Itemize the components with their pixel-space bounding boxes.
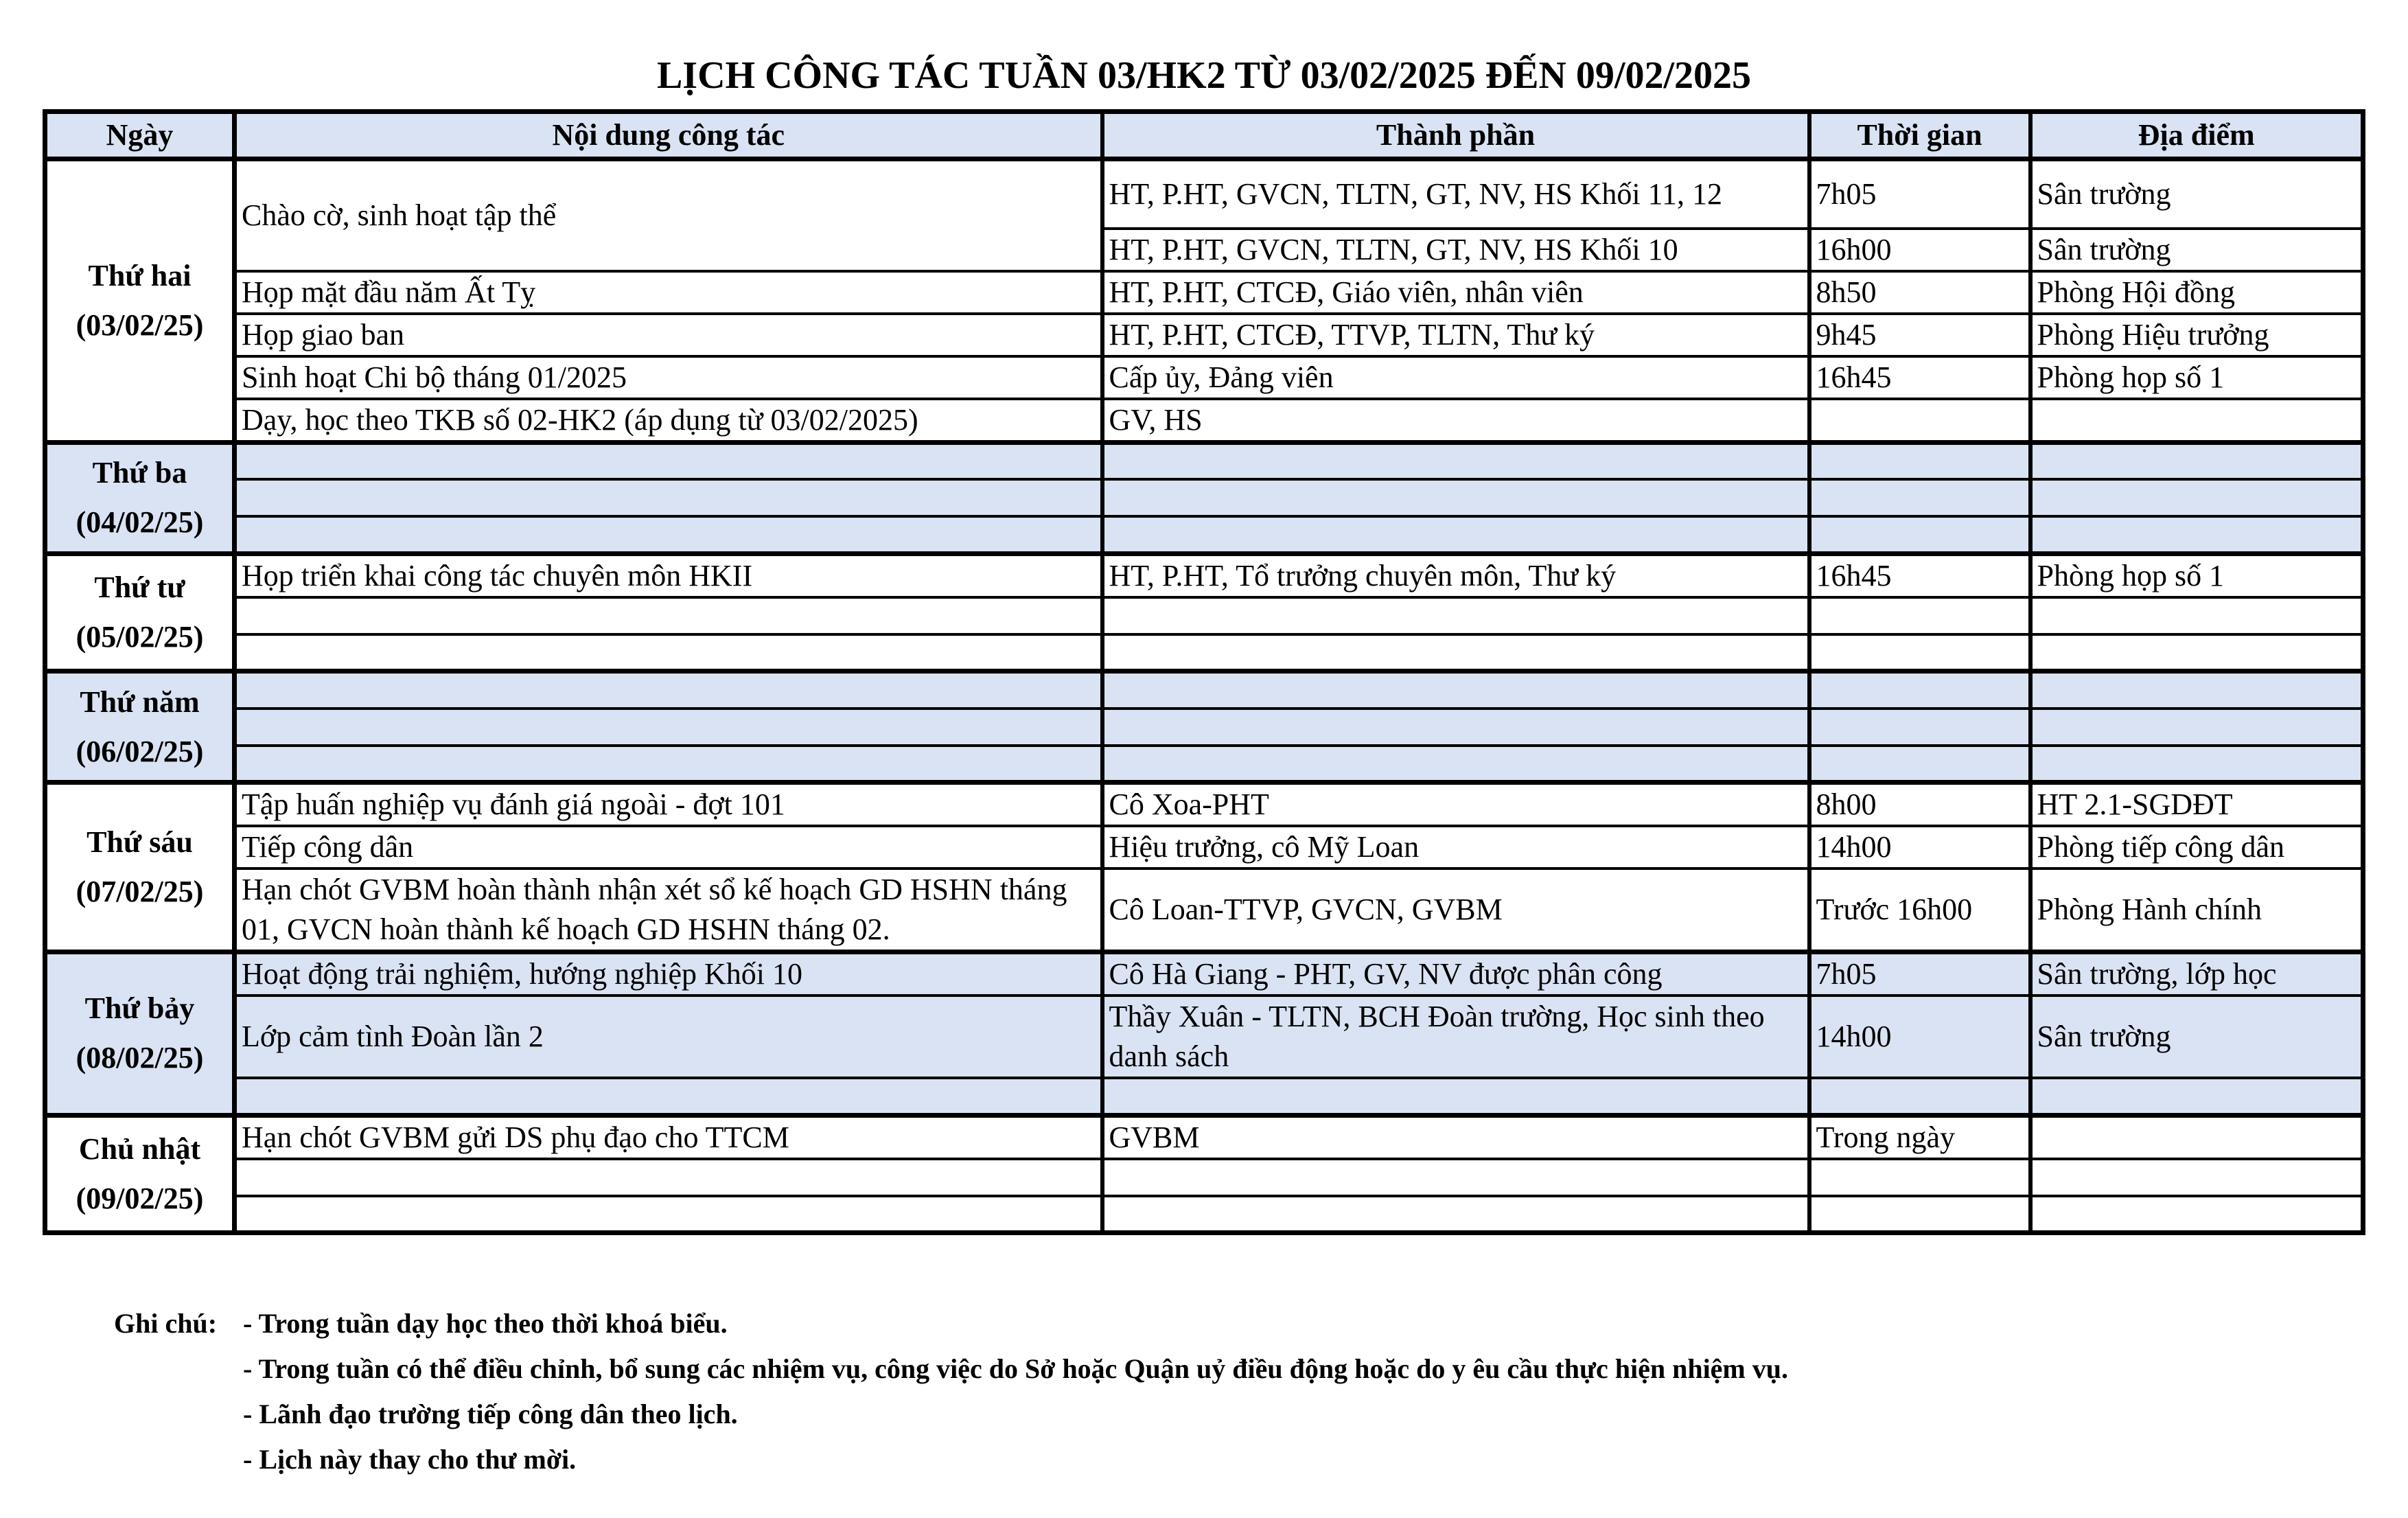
place-cell bbox=[2030, 634, 2363, 671]
participants-cell bbox=[1102, 634, 1809, 671]
content-cell bbox=[235, 597, 1102, 634]
place-cell: HT 2.1-SGDĐT bbox=[2030, 783, 2363, 827]
day-name: Thứ năm bbox=[80, 685, 200, 719]
day-name: Thứ tư bbox=[94, 570, 185, 604]
content-cell: Hạn chót GVBM gửi DS phụ đạo cho TTCM bbox=[235, 1115, 1102, 1159]
time-cell bbox=[1809, 746, 2030, 783]
table-row bbox=[45, 783, 2363, 827]
place-cell bbox=[2030, 671, 2363, 709]
table-row bbox=[45, 709, 2363, 746]
table-row bbox=[45, 952, 2363, 996]
content-cell: Họp triển khai công tác chuyên môn HKII bbox=[235, 553, 1102, 597]
note-item: - Trong tuần dạy học theo thời khoá biểu. bbox=[243, 1308, 728, 1339]
content-cell: Tập huấn nghiệp vụ đánh giá ngoài - đợt 101 bbox=[235, 783, 1102, 827]
participants-cell bbox=[1102, 1196, 1809, 1233]
participants-cell: HT, P.HT, Tổ trưởng chuyên môn, Thư ký bbox=[1102, 553, 1809, 597]
table-row bbox=[45, 479, 2363, 516]
header-day: Ngày bbox=[45, 112, 235, 159]
content-cell: Họp mặt đầu năm Ất Tỵ bbox=[235, 271, 1102, 314]
participants-cell: Cô Hà Giang - PHT, GV, NV được phân công bbox=[1102, 952, 1809, 996]
note-item: - Trong tuần có thể điều chỉnh, bổ sung các nhiệm vụ, công việc do Sở hoặc Quận uỷ điều động hoặc do y êu cầu thực hiện nhiệm vụ. bbox=[243, 1353, 1788, 1384]
table-row bbox=[45, 1159, 2363, 1196]
participants-cell: Thầy Xuân - TLTN, BCH Đoàn trường, Học sinh theo danh sách bbox=[1102, 996, 1809, 1078]
day-date: (06/02/25) bbox=[76, 734, 204, 768]
content-cell bbox=[235, 516, 1102, 553]
notes-label: Ghi chú: bbox=[114, 1308, 218, 1339]
schedule-table bbox=[43, 109, 2365, 1235]
content-cell: Lớp cảm tình Đoàn lần 2 bbox=[235, 996, 1102, 1078]
page-title: LỊCH CÔNG TÁC TUẦN 03/HK2 TỪ 03/02/2025 ĐẾN 09/02/2025 bbox=[656, 54, 1752, 97]
place-cell: Phòng họp số 1 bbox=[2030, 356, 2363, 399]
table-row bbox=[45, 671, 2363, 709]
table-row bbox=[45, 1078, 2363, 1115]
place-cell: Sân trường, lớp học bbox=[2030, 952, 2363, 996]
time-cell: 16h45 bbox=[1809, 553, 2030, 597]
place-cell bbox=[2030, 1196, 2363, 1233]
table-row bbox=[45, 996, 2363, 1078]
content-cell bbox=[235, 634, 1102, 671]
time-cell: 7h05 bbox=[1809, 159, 2030, 229]
time-cell bbox=[1809, 1078, 2030, 1115]
content-cell bbox=[235, 479, 1102, 516]
header-content: Nội dung công tác bbox=[235, 112, 1102, 159]
content-cell bbox=[235, 709, 1102, 746]
day-name: Thứ bảy bbox=[84, 991, 195, 1026]
table-row bbox=[45, 399, 2363, 443]
participants-cell bbox=[1102, 1159, 1809, 1196]
place-cell bbox=[2030, 709, 2363, 746]
table-row bbox=[45, 597, 2363, 634]
day-cell bbox=[45, 952, 235, 1116]
day-cell bbox=[45, 783, 235, 952]
table-row bbox=[45, 442, 2363, 479]
place-cell: Sân trường bbox=[2030, 229, 2363, 271]
content-cell: Hạn chót GVBM hoàn thành nhận xét sổ kế hoạch GD HSHN tháng 01, GVCN hoàn thành kế hoạch GD HSHN tháng 02. bbox=[235, 869, 1102, 952]
participants-cell bbox=[1102, 1078, 1809, 1115]
place-cell bbox=[2030, 597, 2363, 634]
place-cell: Phòng Hành chính bbox=[2030, 869, 2363, 952]
time-cell bbox=[1809, 597, 2030, 634]
schedule-body bbox=[45, 159, 2363, 1233]
time-cell bbox=[1809, 442, 2030, 479]
place-cell: Sân trường bbox=[2030, 159, 2363, 229]
day-cell bbox=[45, 1115, 235, 1233]
place-cell bbox=[2030, 442, 2363, 479]
content-cell bbox=[235, 746, 1102, 783]
content-cell: Họp giao ban bbox=[235, 314, 1102, 356]
table-row bbox=[45, 356, 2363, 399]
note-item: - Lãnh đạo trường tiếp công dân theo lịch. bbox=[243, 1399, 738, 1429]
header-time: Thời gian bbox=[1809, 112, 2030, 159]
place-cell bbox=[2030, 1115, 2363, 1159]
time-cell bbox=[1809, 634, 2030, 671]
place-cell: Sân trường bbox=[2030, 996, 2363, 1078]
place-cell bbox=[2030, 479, 2363, 516]
time-cell: 9h45 bbox=[1809, 314, 2030, 356]
content-cell bbox=[235, 1078, 1102, 1115]
place-cell: Phòng họp số 1 bbox=[2030, 553, 2363, 597]
participants-cell: Cấp ủy, Đảng viên bbox=[1102, 356, 1809, 399]
time-cell: 16h00 bbox=[1809, 229, 2030, 271]
day-name: Thứ hai bbox=[88, 258, 192, 292]
day-date: (03/02/25) bbox=[76, 308, 204, 342]
content-cell: Hoạt động trải nghiệm, hướng nghiệp Khối 10 bbox=[235, 952, 1102, 996]
day-cell bbox=[45, 671, 235, 783]
table-row bbox=[45, 746, 2363, 783]
day-date: (08/02/25) bbox=[76, 1041, 204, 1075]
content-cell: Chào cờ, sinh hoạt tập thể bbox=[235, 159, 1102, 271]
participants-cell: HT, P.HT, CTCĐ, TTVP, TLTN, Thư ký bbox=[1102, 314, 1809, 356]
day-name: Thứ sáu bbox=[86, 825, 193, 859]
time-cell: 8h50 bbox=[1809, 271, 2030, 314]
table-row bbox=[45, 159, 2363, 229]
time-cell bbox=[1809, 709, 2030, 746]
content-cell bbox=[235, 1196, 1102, 1233]
participants-cell bbox=[1102, 597, 1809, 634]
table-row bbox=[45, 1196, 2363, 1233]
table-row bbox=[45, 553, 2363, 597]
time-cell bbox=[1809, 479, 2030, 516]
content-cell bbox=[235, 442, 1102, 479]
participants-cell: HT, P.HT, CTCĐ, Giáo viên, nhân viên bbox=[1102, 271, 1809, 314]
table-row bbox=[45, 1115, 2363, 1159]
time-cell: 14h00 bbox=[1809, 996, 2030, 1078]
table-header-row bbox=[45, 112, 2363, 159]
time-cell: Trước 16h00 bbox=[1809, 869, 2030, 952]
place-cell bbox=[2030, 516, 2363, 553]
time-cell bbox=[1809, 516, 2030, 553]
participants-cell: Cô Loan-TTVP, GVCN, GVBM bbox=[1102, 869, 1809, 952]
table-row bbox=[45, 271, 2363, 314]
content-cell: Dạy, học theo TKB số 02-HK2 (áp dụng từ 03/02/2025) bbox=[235, 399, 1102, 443]
participants-cell bbox=[1102, 442, 1809, 479]
day-date: (07/02/25) bbox=[76, 875, 204, 908]
participants-cell: Cô Xoa-PHT bbox=[1102, 783, 1809, 827]
header-place: Địa điểm bbox=[2030, 112, 2363, 159]
time-cell bbox=[1809, 1196, 2030, 1233]
content-cell bbox=[235, 671, 1102, 709]
header-participants: Thành phần bbox=[1102, 112, 1809, 159]
table-row bbox=[45, 869, 2363, 952]
note-item: - Lịch này thay cho thư mời. bbox=[243, 1444, 577, 1475]
day-cell bbox=[45, 159, 235, 443]
day-date: (04/02/25) bbox=[76, 505, 204, 539]
time-cell: 8h00 bbox=[1809, 783, 2030, 827]
time-cell: 7h05 bbox=[1809, 952, 2030, 996]
participants-cell bbox=[1102, 671, 1809, 709]
table-row bbox=[45, 634, 2363, 671]
participants-cell bbox=[1102, 479, 1809, 516]
place-cell: Phòng Hiệu trưởng bbox=[2030, 314, 2363, 356]
participants-cell: HT, P.HT, GVCN, TLTN, GT, NV, HS Khối 10 bbox=[1102, 229, 1809, 271]
time-cell: 16h45 bbox=[1809, 356, 2030, 399]
time-cell bbox=[1809, 671, 2030, 709]
day-name: Chủ nhật bbox=[78, 1131, 201, 1166]
day-name: Thứ ba bbox=[92, 456, 187, 490]
day-date: (09/02/25) bbox=[76, 1181, 204, 1215]
content-cell: Sinh hoạt Chi bộ tháng 01/2025 bbox=[235, 356, 1102, 399]
participants-cell: GV, HS bbox=[1102, 399, 1809, 443]
day-cell bbox=[45, 442, 235, 553]
place-cell: Phòng tiếp công dân bbox=[2030, 826, 2363, 869]
place-cell bbox=[2030, 746, 2363, 783]
time-cell: Trong ngày bbox=[1809, 1115, 2030, 1159]
participants-cell bbox=[1102, 709, 1809, 746]
participants-cell: GVBM bbox=[1102, 1115, 1809, 1159]
place-cell bbox=[2030, 1078, 2363, 1115]
participants-cell bbox=[1102, 516, 1809, 553]
content-cell bbox=[235, 1159, 1102, 1196]
table-row bbox=[45, 314, 2363, 356]
notes-list bbox=[243, 1301, 1788, 1482]
content-cell: Tiếp công dân bbox=[235, 826, 1102, 869]
participants-cell: Hiệu trưởng, cô Mỹ Loan bbox=[1102, 826, 1809, 869]
day-cell bbox=[45, 553, 235, 671]
table-row bbox=[45, 516, 2363, 553]
day-date: (05/02/25) bbox=[76, 619, 204, 654]
participants-cell bbox=[1102, 746, 1809, 783]
time-cell: 14h00 bbox=[1809, 826, 2030, 869]
place-cell bbox=[2030, 399, 2363, 443]
time-cell bbox=[1809, 399, 2030, 443]
time-cell bbox=[1809, 1159, 2030, 1196]
place-cell bbox=[2030, 1159, 2363, 1196]
table-row bbox=[45, 826, 2363, 869]
place-cell: Phòng Hội đồng bbox=[2030, 271, 2363, 314]
participants-cell: HT, P.HT, GVCN, TLTN, GT, NV, HS Khối 11, 12 bbox=[1102, 159, 1809, 229]
